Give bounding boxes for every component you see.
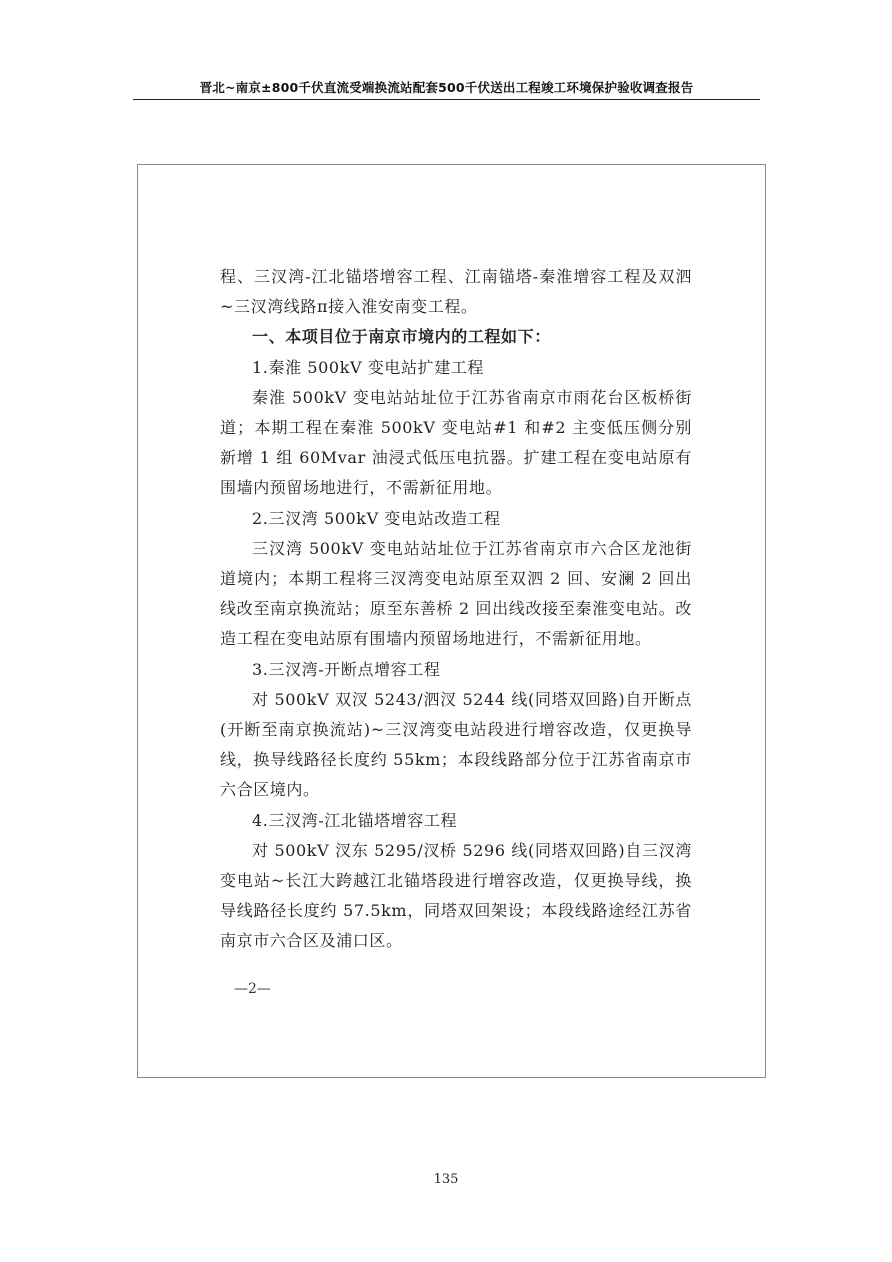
paragraph-continuation: 程、三汊湾-江北锚塔增容工程、江南锚塔-秦淮增容工程及双泗~三汊湾线路π接入淮安南变工程。 xyxy=(220,267,692,317)
subsection-title-1: 1.秦淮 500kV 变电站扩建工程 xyxy=(252,357,485,377)
inner-page-number: —2— xyxy=(234,981,271,997)
paragraph-sanchawan: 三汊湾 500kV 变电站站址位于江苏省南京市六合区龙池街道境内；本期工程将三汊湾变电站原至双泗 2 回、安澜 2 回出线改至南京换流站；原至东善桥 2 回出线改接至秦淮变电站。改造工程在变电站原有围墙内预留场地进行，不需新征用地。 xyxy=(220,538,692,649)
paragraph-qinhuai: 秦淮 500kV 变电站站址位于江苏省南京市雨花台区板桥街道；本期工程在秦淮 500kV 变电站#1 和#2 主变低压侧分别新增 1 组 60Mvar 油浸式低压电抗器。扩建工程在变电站原有围墙内预留场地进行，不需新征用地。 xyxy=(220,387,692,498)
paragraph-breakpoint: 对 500kV 双汊 5243/泗汊 5244 线(同塔双回路)自开断点(开断至南京换流站)~三汊湾变电站段进行增容改造，仅更换导线，换导线路径长度约 55km；本段线路部分位于江苏省南京市六合区境内。 xyxy=(220,689,692,800)
paragraph-jiangbei: 对 500kV 汊东 5295/汊桥 5296 线(同塔双回路)自三汊湾变电站~长江大跨越江北锚塔段进行增容改造，仅更换导线，换导线路径长度约 57.5km，同塔双回架设；本段线路途经江苏省南京市六合区及浦口区。 xyxy=(220,840,692,951)
document-body xyxy=(220,262,692,957)
subsection-title-3: 3.三汊湾-开断点增容工程 xyxy=(252,659,441,679)
subsection-title-2: 2.三汊湾 500kV 变电站改造工程 xyxy=(252,508,501,528)
report-header-title: 晋北~南京±800千伏直流受端换流站配套500千伏送出工程竣工环境保护验收调查报告 xyxy=(199,80,694,95)
subsection-title-4: 4.三汊湾-江北锚塔增容工程 xyxy=(252,810,458,830)
footer-page-number: 135 xyxy=(433,1172,459,1187)
section-heading: 一、本项目位于南京市境内的工程如下： xyxy=(252,327,551,347)
header-rule xyxy=(133,99,760,100)
